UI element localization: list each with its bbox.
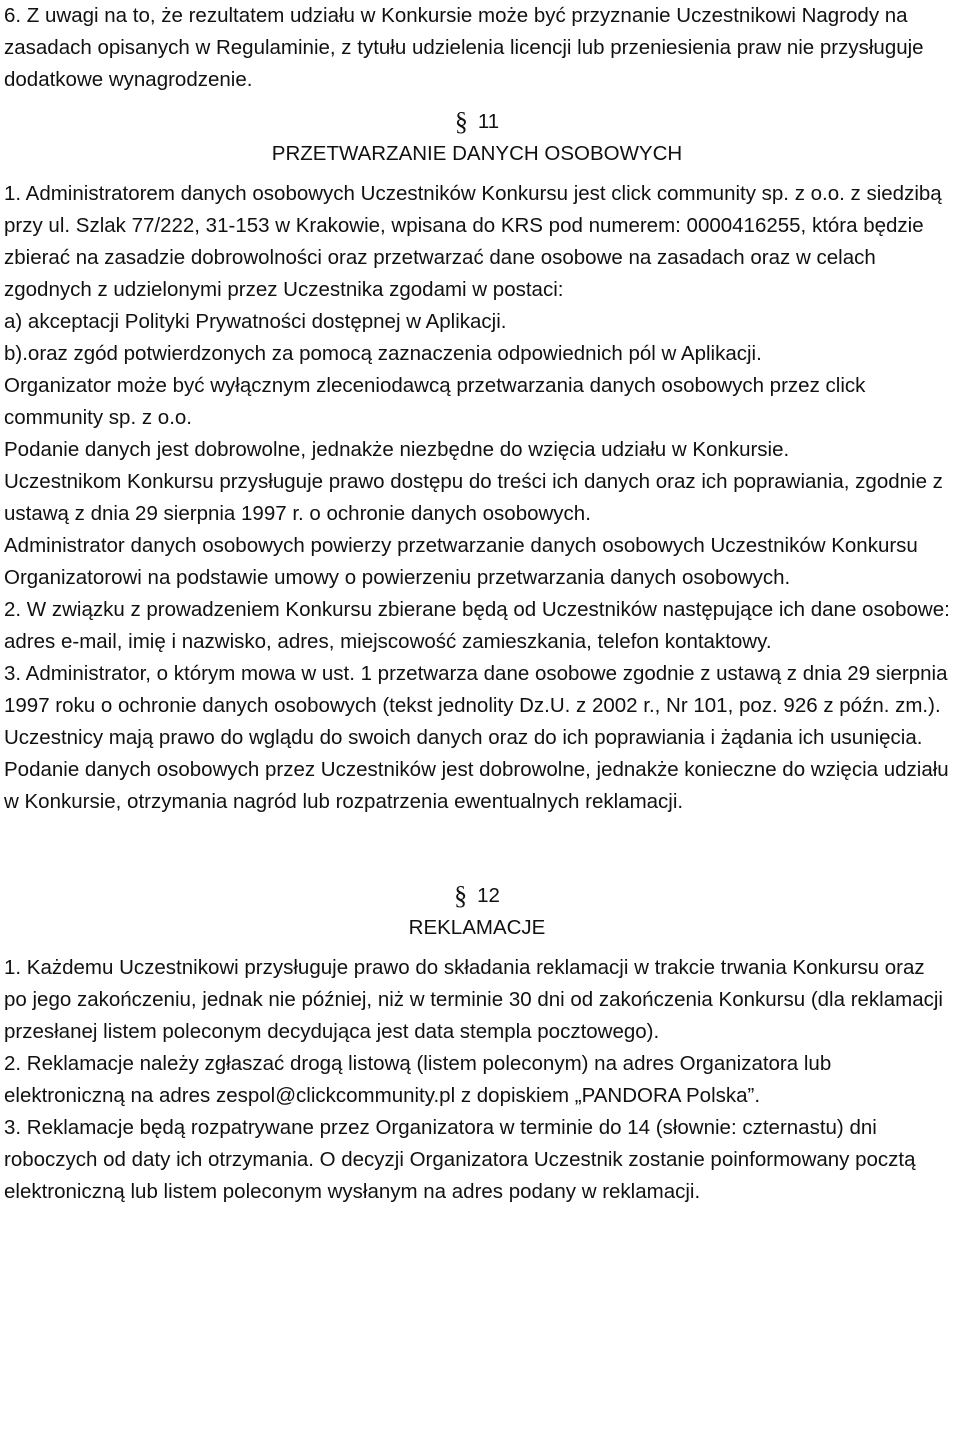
s11-entrustment: Administrator danych osobowych powierzy przetwarzanie danych osobowych Uczestników Konkursu Organizatorowi na podstawie umowy o powierzeniu przetwarzania danych osobowych. (4, 534, 918, 589)
s12-paragraph-3: 3. Reklamacje będą rozpatrywane przez Organizatora w terminie do 14 (słownie: czternastu) dni roboczych od daty ich otrzymania. O decyzji Organizatora Uczestnik zostanie poinformowany pocztą elektroniczną lub listem poleconym wysłanym na adres podany w reklamacji. (4, 1116, 916, 1203)
s11-item-b: b).oraz zgód potwierdzonych za pomocą zaznaczenia odpowiednich pól w Aplikacji. (4, 342, 762, 365)
section-11-title: PRZETWARZANIE DANYCH OSOBOWYCH (271, 142, 683, 165)
s11-paragraph-3: 3. Administrator, o którym mowa w ust. 1 przetwarza dane osobowe zgodnie z ustawą z dnia 29 sierpnia 1997 roku o ochronie danych osobowych (tekst jednolity Dz.U. z 2002 r., Nr 101, poz. 926 z późn. zm.). Uczestnicy mają prawo do wglądu do swoich danych oraz do ich poprawiania i żądania ich usunięcia. Podanie danych osobowych przez Uczestników jest dobrowolne, jednakże konieczne do wzięcia udziału w Konkursie, otrzymania nagród lub rozpatrzenia ewentualnych reklamacji. (4, 662, 949, 813)
s11-voluntary-note: Podanie danych jest dobrowolne, jednakże niezbędne do wzięcia udziału w Konkursie. (4, 438, 790, 461)
s12-paragraph-2: 2. Reklamacje należy zgłaszać drogą listową (listem poleconym) na adres Organizatora lub elektroniczną na adres zespol@clickcommunity.pl z dopiskiem „PANDORA Polska”. (4, 1052, 832, 1107)
section-symbol-icon: § (454, 881, 468, 910)
section-symbol-icon: § (454, 107, 468, 136)
s11-organizer-note: Organizator może być wyłącznym zleceniodawcą przetwarzania danych osobowych przez click community sp. z o.o. (4, 374, 866, 429)
paragraph-6: 6. Z uwagi na to, że rezultatem udziału w Konkursie może być przyznanie Uczestnikowi Nagrody na zasadach opisanych w Regulaminie, z tytułu udzielenia licencji lub przeniesienia praw nie przysługuje dodatkowe wynagrodzenie. (4, 4, 924, 91)
section-12-heading (4, 880, 950, 912)
section-11-number: 11 (477, 110, 500, 133)
s11-paragraph-1: 1. Administratorem danych osobowych Uczestników Konkursu jest click community sp. z o.o. z siedzibą przy ul. Szlak 77/222, 31-153 w Krakowie, wpisana do KRS pod numerem: 0000416255, która będzie zbierać na zasadzie dobrowolności oraz przetwarzać dane osobowe na zasadach oraz w celach zgodnych z udzielonymi przez Uczestnika zgodami w postaci: (4, 182, 942, 301)
s12-paragraph-1: 1. Każdemu Uczestnikowi przysługuje prawo do składania reklamacji w trakcie trwania Konkursu oraz po jego zakończeniu, jednak nie później, niż w terminie 30 dni od zakończenia Konkursu (dla reklamacji przesłanej listem poleconym decydująca jest data stempla pocztowego). (4, 956, 943, 1043)
document-page (4, 0, 950, 1208)
section-11-heading (4, 106, 950, 138)
section-12-title: REKLAMACJE (408, 916, 546, 939)
s11-item-a: a) akceptacji Polityki Prywatności dostępnej w Aplikacji. (4, 310, 507, 333)
s11-paragraph-2: 2. W związku z prowadzeniem Konkursu zbierane będą od Uczestników następujące ich dane osobowe: adres e-mail, imię i nazwisko, adres, miejscowość zamieszkania, telefon kontaktowy. (4, 598, 950, 653)
s11-access-rights: Uczestnikom Konkursu przysługuje prawo dostępu do treści ich danych oraz ich poprawiania, zgodnie z ustawą z dnia 29 sierpnia 1997 r. o ochronie danych osobowych. (4, 470, 943, 525)
section-12-number: 12 (477, 884, 500, 907)
